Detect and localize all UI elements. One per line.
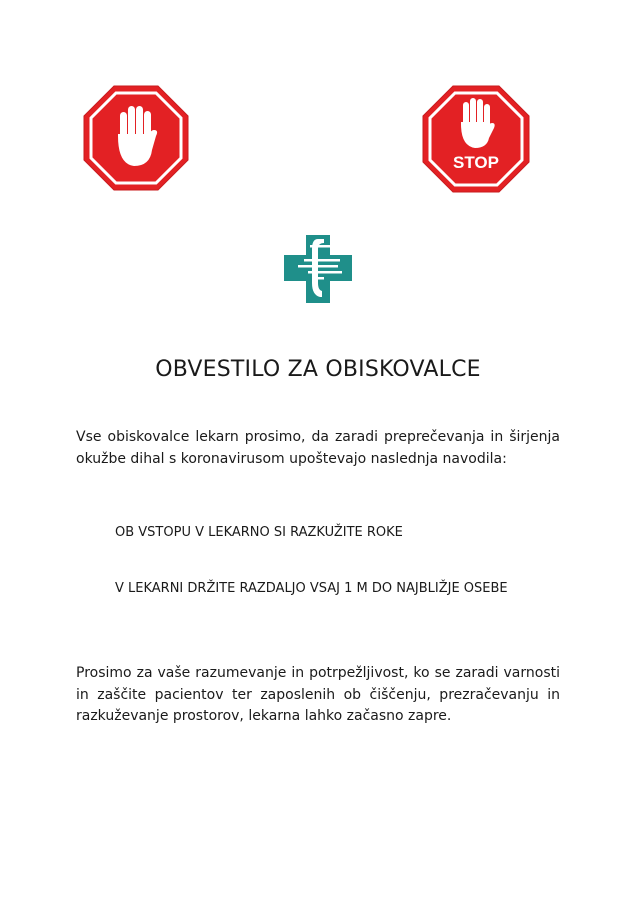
closing-paragraph: Prosimo za vaše razumevanje in potrpežljivost, ko se zaradi varnosti in zaščite pacientov ter zaposlenih ob čiščenju, prezračevanju in razkuževanje prostorov, lekarna lahko začasno zapre. — [76, 665, 560, 724]
stop-hand-sign-left — [82, 84, 190, 192]
page-title: OBVESTILO ZA OBISKOVALCE — [155, 357, 481, 382]
intro-paragraph: Vse obiskovalce lekarn prosimo, da zaradi preprečevanja in širjenja okužbe dihal s koronavirusom upoštevajo naslednja navodila: — [76, 429, 560, 467]
stop-hand-icon — [84, 86, 188, 190]
pharmacy-cross-logo-icon — [284, 235, 352, 303]
instruction-keep-distance: V LEKARNI DRŽITE RAZDALJO VSAJ 1 M DO NAJBLIŽJE OSEBE — [115, 581, 508, 596]
instruction-disinfect-hands: OB VSTOPU V LEKARNO SI RAZKUŽITE ROKE — [115, 525, 403, 540]
stop-sign-label: STOP — [453, 153, 499, 172]
stop-hand-icon — [423, 86, 529, 192]
stop-sign-right — [421, 84, 531, 194]
